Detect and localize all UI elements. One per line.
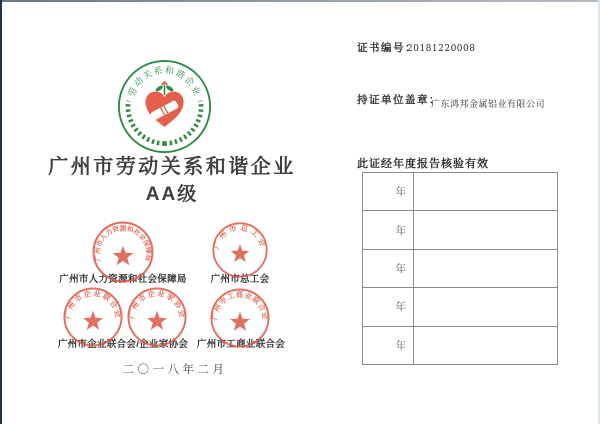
year-cell: 年 bbox=[363, 173, 414, 210]
seal-arc-text: 广州市企业联合会 bbox=[63, 288, 123, 320]
seal-arc-text: 广州市人力资源和社会保障局 bbox=[94, 225, 152, 262]
star-icon bbox=[231, 244, 250, 262]
blank-cell bbox=[414, 327, 557, 364]
sprout-flower bbox=[163, 81, 166, 84]
sprout-leaf-left bbox=[155, 84, 164, 92]
year-cell: 年 bbox=[363, 288, 414, 325]
issue-date: 二〇一八年二月 bbox=[122, 364, 228, 376]
logo-arc-text: 劳动关系和谐企业 bbox=[126, 64, 203, 98]
star-icon bbox=[147, 311, 167, 330]
seal-entrepreneurs-association bbox=[126, 286, 188, 348]
table-row bbox=[363, 287, 557, 325]
blank-cell bbox=[414, 288, 557, 325]
table-row bbox=[363, 173, 557, 210]
cert-number-value: 20181220008 bbox=[407, 44, 476, 54]
sprout-leaf-right bbox=[165, 84, 174, 92]
star-icon bbox=[83, 311, 103, 330]
seal-enterprise-federation bbox=[62, 286, 124, 348]
blank-cell bbox=[414, 173, 557, 210]
scan-edge-left bbox=[0, 0, 2, 424]
annual-verification-table bbox=[362, 172, 558, 365]
seal-arc-text: 广州市工商业联合会 bbox=[211, 291, 269, 321]
seal-hr-bureau bbox=[91, 220, 155, 284]
year-cell: 年 bbox=[363, 327, 414, 364]
seal-arc-text: 广州市总工会 bbox=[211, 222, 269, 251]
caption-hr-bureau: 广州市人力资源和社会保障局 bbox=[59, 274, 187, 285]
table-row bbox=[363, 210, 557, 248]
sprout-flower-petal bbox=[166, 83, 168, 85]
star-icon bbox=[230, 312, 250, 331]
seal-industry-commerce-federation bbox=[209, 287, 271, 349]
table-row bbox=[363, 249, 557, 287]
holder-stamp-label: 持证单位盖章： bbox=[357, 94, 441, 106]
harmonious-enterprise-logo-icon bbox=[117, 59, 212, 154]
star-icon bbox=[113, 246, 134, 266]
seal-trade-union bbox=[211, 221, 269, 279]
blank-cell bbox=[414, 211, 557, 248]
caption-trade-union: 广州市总工会 bbox=[210, 274, 270, 285]
certificate-title: 广州市劳动关系和谐企业 bbox=[48, 156, 296, 178]
cert-number-label: 证书编号： bbox=[357, 42, 417, 54]
annual-verification-title: 此证经年度报告核验有效 bbox=[357, 158, 489, 170]
year-cell: 年 bbox=[363, 211, 414, 248]
caption-enterprise-federation: 广州市企业联合会/企业家协会 bbox=[57, 339, 189, 350]
certificate-grade: AA级 bbox=[145, 184, 199, 205]
blank-cell bbox=[414, 250, 557, 287]
holder-company-name: 广东鸿邦金属铝业有限公司 bbox=[431, 100, 546, 110]
caption-industry-commerce-federation: 广州市工商业联合会 bbox=[196, 339, 286, 350]
seal-arc-text: 广州市企业家协会 bbox=[127, 288, 187, 320]
scan-edge-top bbox=[0, 0, 600, 2]
table-row bbox=[363, 326, 557, 364]
sprout-flower-petal bbox=[161, 83, 163, 85]
year-cell: 年 bbox=[363, 250, 414, 287]
